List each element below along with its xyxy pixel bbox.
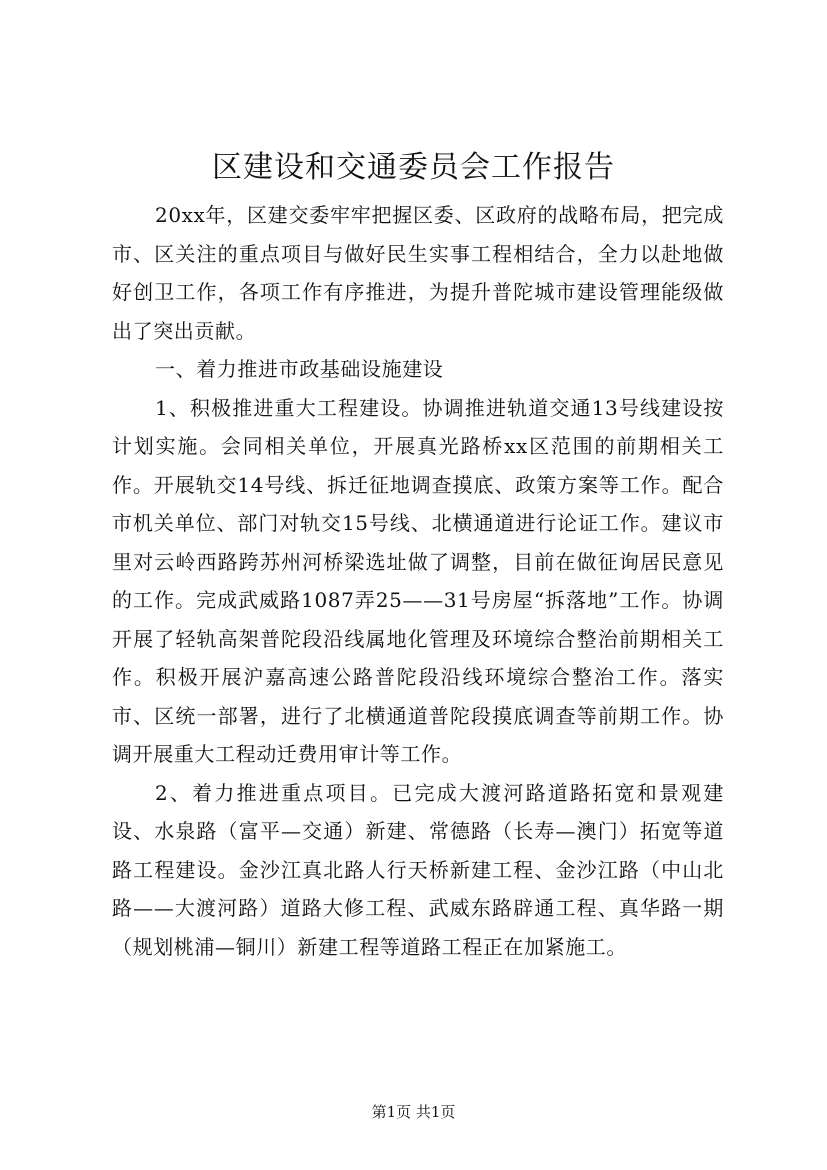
- document-body: [112, 196, 724, 966]
- paragraph-key-projects: 2、着力推进重点项目。已完成大渡河路道路拓宽和景观建设、水泉路（富平—交通）新建、常德路（长寿—澳门）拓宽等道路工程建设。金沙江真北路人行天桥新建工程、金沙江路（中山北路——大渡河路）道路大修工程、武威东路辟通工程、真华路一期（规划桃浦—铜川）新建工程等道路工程正在加紧施工。: [112, 780, 724, 959]
- page-number: 第1页 共1页: [371, 1103, 456, 1121]
- paragraph-major-projects: 1、积极推进重大工程建设。协调推进轨道交通13号线建设按计划实施。会同相关单位，开展真光路桥xx区范围的前期相关工作。开展轨交14号线、拆迁征地调查摸底、政策方案等工作。配合市机关单位、部门对轨交15号线、北横通道进行论证工作。建议市里对云岭西路跨苏州河桥梁选址做了调整，目前在做征询居民意见的工作。完成武威路1087弄25——31号房屋“拆落地”工作。协调开展了轻轨高架普陀段沿线属地化管理及环境综合整治前期相关工作。积极开展沪嘉高速公路普陀段沿线环境综合整治工作。落实市、区统一部署，进行了北横通道普陀段摸底调查等前期工作。协调开展重大工程动迁费用审计等工作。: [112, 395, 724, 766]
- paragraph-intro: 20xx年，区建交委牢牢把握区委、区政府的战略布局，把完成市、区关注的重点项目与做好民生实事工程相结合，全力以赴地做好创卫工作，各项工作有序推进，为提升普陀城市建设管理能级做出了突出贡献。: [112, 203, 724, 343]
- section-heading: 一、着力推进市政基础设施建设: [155, 357, 444, 381]
- document-title: 区建设和交通委员会工作报告: [212, 150, 615, 185]
